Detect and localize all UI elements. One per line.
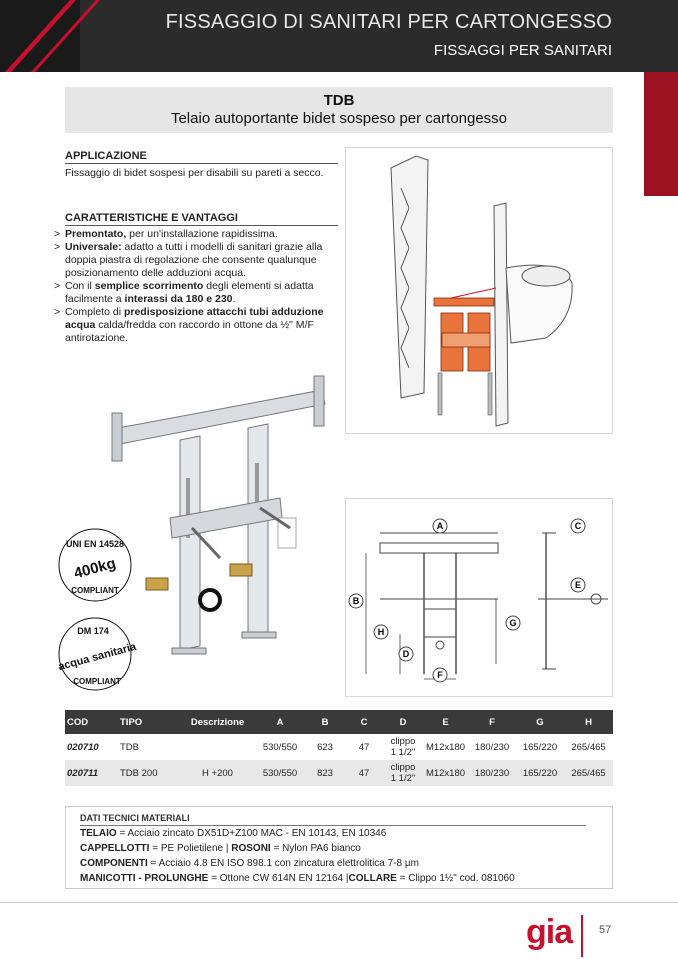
- col-e: E: [442, 716, 449, 728]
- col-tipo: TIPO: [120, 716, 143, 728]
- diagram-label-a: A: [436, 521, 444, 531]
- diagram-label-f: F: [437, 670, 443, 680]
- diagram-label-c: C: [574, 521, 582, 531]
- features-heading: CARATTERISTICHE E VANTAGGI: [65, 212, 338, 226]
- table-row: 020711 TDB 200 H +200 530/550 823 47 clippo 1 1/2" M12x180 180/230 165/220 265/465: [65, 760, 613, 786]
- col-h: H: [585, 716, 592, 728]
- tech-heading: DATI TECNICI MATERIALI: [80, 813, 586, 826]
- col-d: D: [399, 716, 407, 728]
- table-header: [65, 710, 613, 734]
- col-b: B: [321, 716, 329, 728]
- features-list: [54, 228, 344, 345]
- feature-item: > Universale: adatto a tutti i modelli di sanitari grazie alla doppia piastra di regolazione che consente qualunque posizionamento delle adduzioni acqua.: [54, 241, 344, 280]
- dimension-drawing: [346, 499, 612, 696]
- technical-data-box: [65, 806, 613, 889]
- stamp-compliant-text: COMPLIANT: [71, 586, 119, 595]
- product-description: Telaio autoportante bidet sospeso per cartongesso: [170, 110, 508, 127]
- installation-illustration: [345, 147, 613, 434]
- stamp-dm-text: DM 174: [77, 626, 109, 636]
- stamp-sanitary-text: acqua sanitaria: [57, 640, 138, 674]
- header-title: FISSAGGIO DI SANITARI PER CARTONGESSO: [165, 11, 612, 33]
- feature-item: > Con il semplice scorrimento degli elementi si adatta facilmente a interassi da 180 e 230.: [54, 280, 344, 306]
- feature-item: > Premontato, per un'installazione rapidissima.: [54, 228, 344, 241]
- table-row: 020710 TDB 530/550 623 47 clippo 1 1/2" M12x180 180/230 165/220 265/465: [67, 736, 606, 758]
- application-heading: APPLICAZIONE: [65, 150, 338, 164]
- technical-diagram: [345, 498, 613, 697]
- col-f: F: [489, 716, 495, 728]
- logo-divider: [581, 915, 583, 957]
- col-c: C: [360, 716, 368, 728]
- stamp-dm174: [55, 614, 139, 699]
- tech-line: CAPPELLOTTI = PE Polietilene | ROSONI = Nylon PA6 bianco: [80, 843, 361, 854]
- stamp-compliant2-text: COMPLIANT: [73, 677, 121, 686]
- stamp-uni-en: [55, 525, 135, 610]
- col-a: A: [276, 716, 284, 728]
- application-text: Fissaggio di bidet sospesi per disabili su pareti a secco.: [65, 167, 324, 179]
- product-title-box: [65, 87, 613, 133]
- diagram-label-h: H: [377, 627, 385, 637]
- dimensions-table: [65, 710, 613, 786]
- page-number: 57: [599, 924, 612, 936]
- tech-line: COMPONENTI = Acciaio 4.8 EN ISO 898.1 con zincatura elettrolitica 7-8 µm: [80, 858, 419, 869]
- diagram-label-g: G: [509, 618, 517, 628]
- page-header: [0, 0, 678, 72]
- diagram-label-b: B: [352, 596, 360, 606]
- footer-divider: [0, 902, 678, 903]
- col-descrizione: Descrizione: [190, 716, 245, 728]
- stamp-norm-text: UNI EN 14528: [65, 539, 125, 549]
- product-code: TDB: [323, 92, 355, 109]
- header-subtitle: FISSAGGI PER SANITARI: [433, 42, 612, 59]
- stamp-load-text: 400kg: [72, 554, 118, 583]
- tech-line: MANICOTTI - PROLUNGHE = Ottone CW 614N EN 12164 |COLLARE = Clippo 1½" cod. 081060: [80, 873, 515, 884]
- brand-logo: gia: [526, 913, 573, 951]
- feature-item: > Completo di predisposizione attacchi tubi adduzione acqua calda/fredda con raccordo in ottone da ½" M/F antirotazione.: [54, 306, 344, 345]
- tech-line: TELAIO = Acciaio zincato DX51D+Z100 MAC - EN 10143, EN 10346: [80, 828, 387, 839]
- diagram-label-e: E: [574, 580, 582, 590]
- installation-drawing: [346, 148, 612, 433]
- diagram-label-d: D: [402, 649, 410, 659]
- col-cod: COD: [67, 716, 89, 728]
- col-g: G: [536, 716, 544, 728]
- side-red-tab: [644, 72, 678, 196]
